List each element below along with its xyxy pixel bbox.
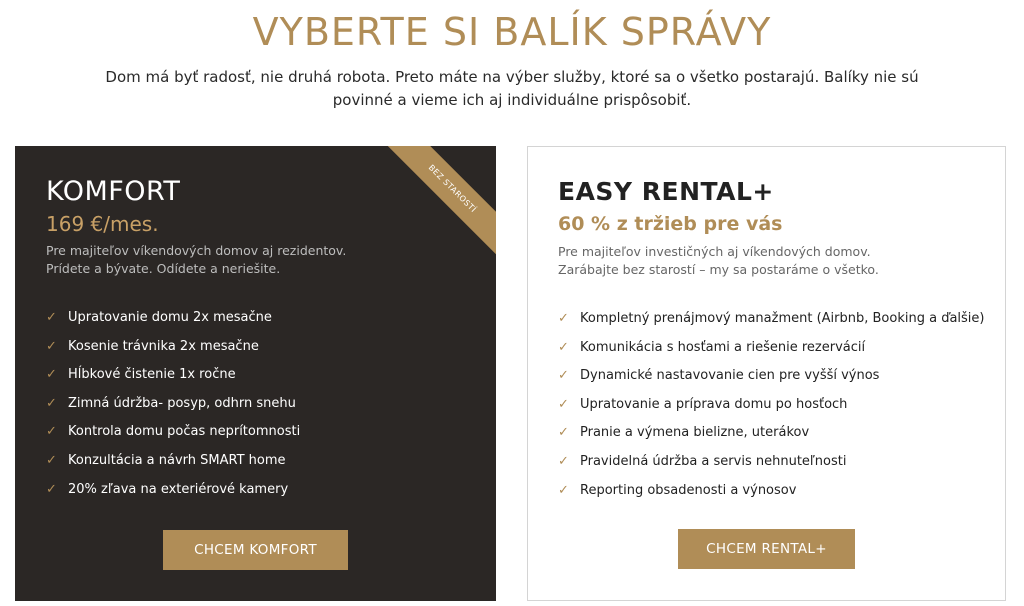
check-icon: ✓ [558, 425, 569, 441]
package-description [558, 243, 879, 279]
feature-label: Dynamické nastavovanie cien pre vyšší výnos [580, 368, 880, 384]
feature-item [46, 333, 300, 362]
feature-label: Zimná údržba- posyp, odhrn snehu [68, 395, 296, 411]
feature-label: Komunikácia s hosťami a riešenie rezervácií [580, 339, 866, 355]
check-icon: ✓ [558, 339, 569, 355]
feature-item [558, 362, 984, 391]
check-icon: ✓ [46, 481, 57, 497]
package-card-komfort [15, 146, 496, 601]
check-icon: ✓ [558, 482, 569, 498]
feature-label: Upratovanie domu 2x mesačne [68, 310, 272, 325]
feature-item [558, 448, 984, 477]
feature-label: Konzultácia a návrh SMART home [68, 452, 286, 468]
check-icon: ✓ [558, 396, 569, 412]
check-icon: ✓ [46, 367, 57, 383]
feature-label: Pranie a výmena bielizne, uterákov [580, 425, 810, 441]
subtitle-line: Dom má byť radosť, nie druhá robota. Preto máte na výber služby, ktoré sa o všetko postarajú. Balíky nie sú [105, 68, 919, 86]
feature-item [46, 447, 300, 476]
check-icon: ✓ [46, 310, 57, 325]
feature-label: Kosenie trávnika 2x mesačne [68, 338, 259, 354]
check-icon: ✓ [46, 424, 57, 440]
feature-item [46, 476, 300, 505]
feature-item [46, 390, 300, 419]
description-line: Pre majiteľov víkendových domov aj rezidentov. [46, 243, 347, 258]
feature-item [558, 419, 984, 448]
feature-label: Pravidelná údržba a servis nehnuteľnosti [580, 453, 847, 469]
description-line: Prídete a bývate. Odídete a neriešite. [46, 261, 281, 276]
check-icon: ✓ [558, 453, 569, 469]
feature-item [46, 304, 300, 333]
feature-label: Hĺbkové čistenie 1x ročne [68, 367, 236, 383]
package-card-easy-rental [527, 146, 1006, 601]
check-icon: ✓ [46, 452, 57, 468]
description-line: Pre majiteľov investičných aj víkendových domov. [558, 244, 871, 259]
feature-item [558, 305, 984, 334]
package-name: KOMFORT [46, 176, 181, 207]
feature-item [46, 361, 300, 390]
chcem-rental-button[interactable]: CHCEM RENTAL+ [678, 529, 855, 569]
badge-ribbon: BEZ STAROSTÍ [378, 146, 496, 263]
package-description [46, 242, 346, 278]
check-icon: ✓ [46, 338, 57, 354]
feature-item [558, 334, 984, 363]
feature-list [558, 305, 984, 505]
feature-label: Upratovanie a príprava domu po hosťoch [580, 396, 848, 412]
subtitle-line: povinné a vieme ich aj individuálne prispôsobiť. [332, 91, 692, 109]
chcem-komfort-button[interactable]: CHCEM KOMFORT [163, 530, 348, 570]
package-price: 60 % z tržieb pre vás [558, 213, 783, 235]
feature-label: 20% zľava na exteriérové kamery [68, 481, 289, 497]
feature-list [46, 304, 300, 504]
feature-item [558, 477, 984, 506]
check-icon: ✓ [558, 368, 569, 384]
feature-item [558, 391, 984, 420]
package-price: 169 €/mes. [46, 212, 159, 236]
check-icon: ✓ [46, 395, 57, 411]
package-name: EASY RENTAL+ [558, 177, 774, 206]
feature-label: Kontrola domu počas neprítomnosti [68, 424, 301, 440]
check-icon: ✓ [558, 311, 569, 326]
page-subtitle [0, 66, 1024, 112]
page-title: VYBERTE SI BALÍK SPRÁVY [252, 10, 772, 54]
feature-label: Reporting obsadenosti a výnosov [580, 482, 797, 498]
feature-label: Kompletný prenájmový manažment (Airbnb, Booking a ďalšie) [580, 311, 985, 326]
feature-item [46, 418, 300, 447]
description-line: Zarábajte bez starostí – my sa postaráme o všetko. [558, 262, 879, 277]
